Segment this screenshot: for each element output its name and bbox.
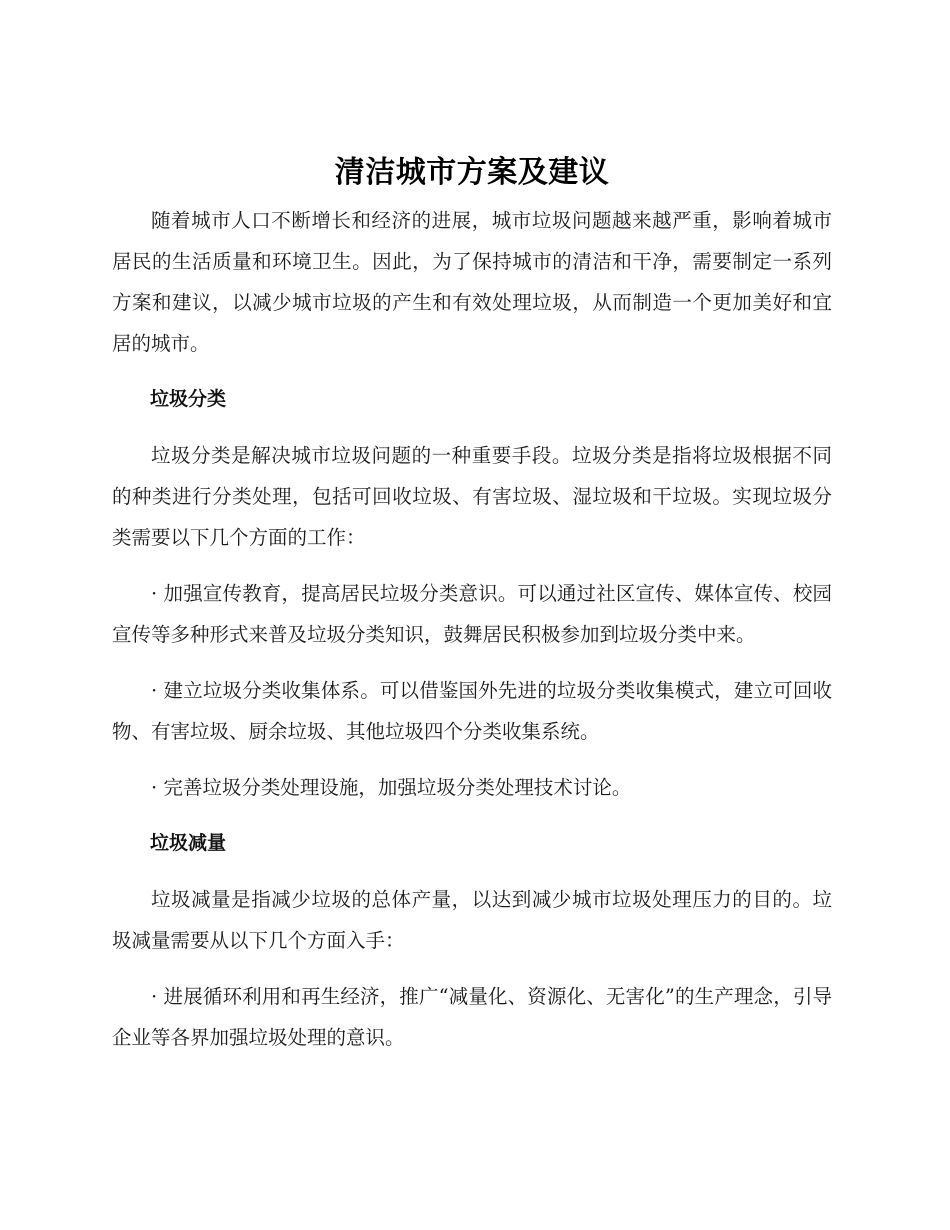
section-heading: 垃圾减量 bbox=[150, 832, 227, 854]
section-heading: 垃圾分类 bbox=[150, 388, 227, 410]
document-page bbox=[112, 148, 832, 1073]
bullet-item: · 建立垃圾分类收集体系。可以借鉴国外先进的垃圾分类收集模式，建立可回收物、有害垃圾、厨余垃圾、其他垃圾四个分类收集系统。 bbox=[112, 679, 832, 743]
bullet-item: · 加强宣传教育，提高居民垃圾分类意识。可以通过社区宣传、媒体宣传、校园宣传等多种形式来普及垃圾分类知识，鼓舞居民积极参加到垃圾分类中来。 bbox=[112, 582, 832, 646]
section-body: 垃圾分类是解决城市垃圾问题的一种重要手段。垃圾分类是指将垃圾根据不同的种类进行分类处理，包括可回收垃圾、有害垃圾、湿垃圾和干垃圾。实现垃圾分类需要以下几个方面的工作： bbox=[112, 444, 832, 549]
section-body: 垃圾减量是指减少垃圾的总体产量，以达到减少城市垃圾处理压力的目的。垃圾减量需要从以下几个方面入手： bbox=[112, 888, 832, 952]
section-waste-sorting bbox=[112, 379, 832, 808]
section-waste-reduction bbox=[112, 823, 832, 1058]
intro-paragraph: 随着城市人口不断增长和经济的进展，城市垃圾问题越来越严重，影响着城市居民的生活质量和环境卫生。因此，为了保持城市的清洁和干净，需要制定一系列方案和建议，以减少城市垃圾的产生和有效处理垃圾，从而制造一个更加美好和宜居的城市。 bbox=[112, 209, 832, 355]
bullet-item: · 进展循环利用和再生经济，推广“减量化、资源化、无害化”的生产理念，引导企业等各界加强垃圾处理的意识。 bbox=[112, 985, 832, 1049]
bullet-item: · 完善垃圾分类处理设施，加强垃圾分类处理技术讨论。 bbox=[151, 776, 632, 799]
document-title: 清洁城市方案及建议 bbox=[334, 155, 610, 190]
